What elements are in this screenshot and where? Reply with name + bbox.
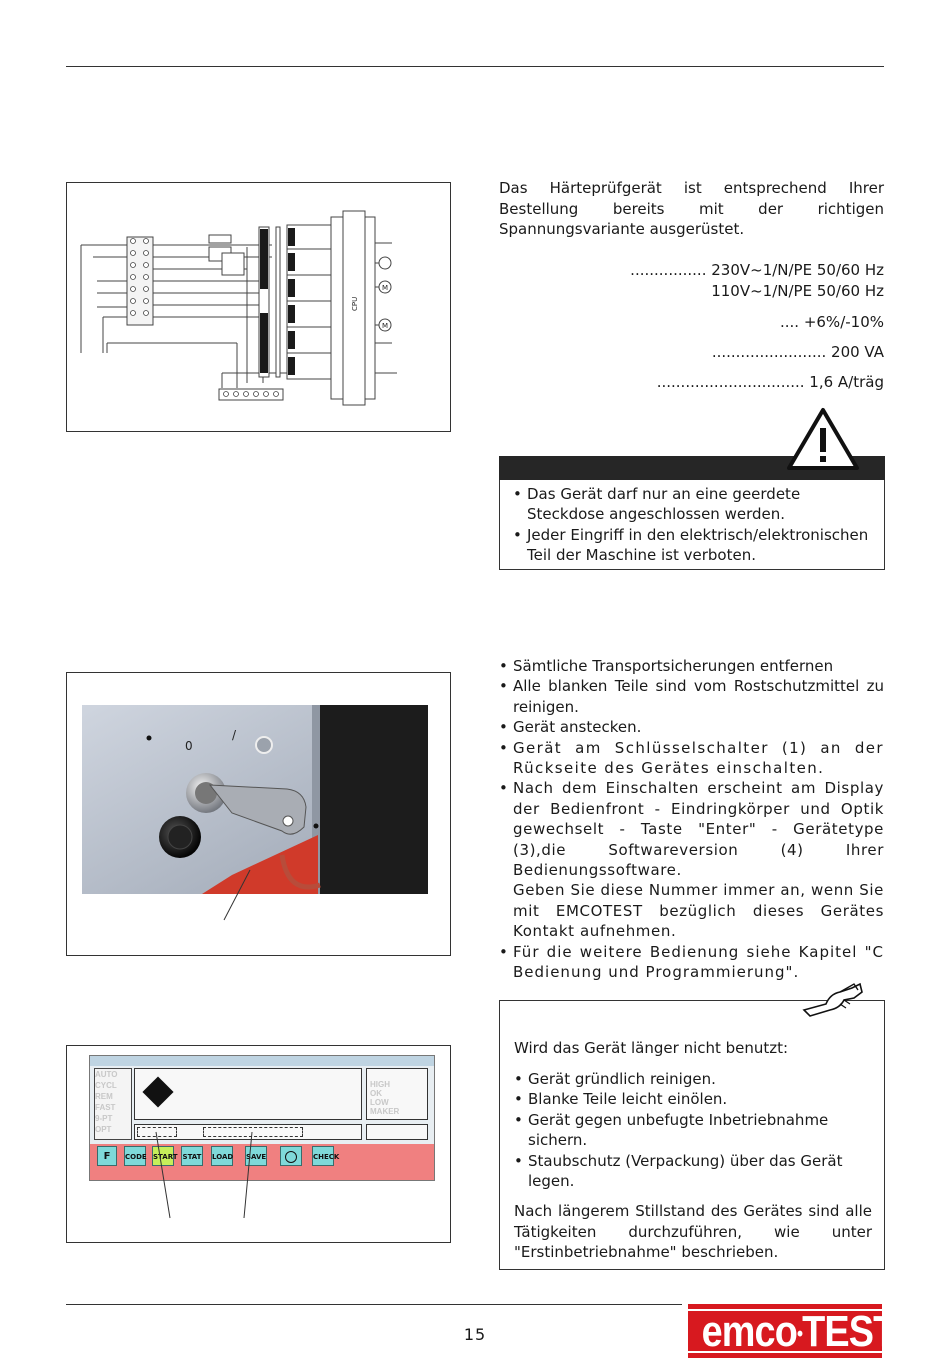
- storage-item: • Gerät gegen unbefugte Inbetriebnahme sichern.: [514, 1110, 872, 1151]
- pointing-hand-icon: [800, 980, 864, 1020]
- storage-item: • Staubschutz (Verpackung) über das Gerät legen.: [514, 1151, 872, 1192]
- load-key[interactable]: LOAD: [211, 1146, 233, 1166]
- stat-key[interactable]: STAT: [181, 1146, 203, 1166]
- setup-step: • Gerät am Schlüsselschalter (1) an der Rückseite des Gerätes einschalten.: [499, 738, 884, 779]
- setup-step: • Für die weitere Bedienung siehe Kapitel "C Bedienung und Programmierung".: [499, 942, 884, 983]
- warning-item: • Das Gerät darf nur an eine geerdete Steckdose angeschlossen werden.: [513, 484, 871, 525]
- logo-text: [701, 1305, 896, 1359]
- check-key[interactable]: CHECK: [312, 1146, 334, 1166]
- wiring-diagram: [67, 183, 450, 431]
- storage-intro: Wird das Gerät länger nicht benutzt:: [514, 1039, 789, 1057]
- switch-mark-off: 0: [185, 739, 193, 753]
- setup-step: • Sämtliche Transportsicherungen entfernen: [499, 656, 884, 676]
- leader-lines-display: [150, 1120, 270, 1220]
- result-label: HIGH: [370, 1080, 390, 1089]
- page-number: 15: [463, 1325, 487, 1344]
- main-display: [134, 1068, 362, 1120]
- setup-steps-list: [499, 656, 884, 983]
- status-label: AUTO: [95, 1070, 118, 1079]
- top-rule: [66, 66, 884, 67]
- spec-power: ........................ 200 VA: [711, 343, 884, 361]
- logo-part-test: TEST: [802, 1307, 896, 1356]
- spec-tolerance: .... +6%/-10%: [779, 313, 884, 331]
- spec-fuse: ............................... 1,6 A/träg: [656, 373, 884, 391]
- switch-mark-on: /: [232, 728, 237, 742]
- emcotest-logo: [688, 1304, 896, 1358]
- status-label: 9-PT: [95, 1114, 113, 1123]
- motor-label-1: M: [381, 284, 389, 292]
- left-status-column: [94, 1068, 132, 1140]
- enter-circle-icon: [285, 1151, 297, 1163]
- panel-top-strip: [90, 1056, 434, 1066]
- leader-line-key: [220, 870, 280, 930]
- setup-step: • Alle blanken Teile sind vom Rostschutzmittel zu reinigen.: [499, 676, 884, 717]
- status-label: REM: [95, 1092, 113, 1101]
- intro-paragraph: Das Härteprüfgerät ist entsprechend Ihrer Bestellung bereits mit der richtigen Spannungsvariante ausgerüstet.: [499, 179, 884, 238]
- setup-step: • Nach dem Einschalten erscheint am Display der Bedienfront - Eindringkörper und Optik gewechselt - Taste "Enter" - Gerätetype (3),die Softwareversion (4) Ihrer Bedienungssoftware. Geben Sie diese Nummer immer an, wenn Sie mit EMCOTEST bezüglich dieses Gerätes Kontakt aufnehmen.: [499, 778, 884, 941]
- code-key[interactable]: CODE: [124, 1146, 146, 1166]
- key-switch-photo: [82, 705, 428, 894]
- motor-label-2: M: [381, 322, 389, 330]
- result-display-bottom: [366, 1124, 428, 1140]
- warning-list: [513, 484, 871, 566]
- setup-note: Geben Sie diese Nummer immer an, wenn Sie mit EMCOTEST bezüglich dieses Gerätes Kontakt aufnehmen.: [513, 881, 884, 941]
- result-label: MAKER: [370, 1107, 400, 1116]
- enter-key[interactable]: [280, 1146, 302, 1166]
- bottom-rule: [66, 1304, 682, 1305]
- spec-voltage-230: ................ 230V~1/N/PE 50/60 Hz: [630, 261, 884, 279]
- setup-step: • Gerät anstecken.: [499, 717, 884, 737]
- indenter-diamond-icon: [142, 1076, 173, 1107]
- spec-voltage-110: 110V~1/N/PE 50/60 Hz: [711, 282, 884, 300]
- result-display: [366, 1068, 428, 1120]
- warning-triangle-icon: [785, 406, 861, 472]
- storage-list: [514, 1069, 872, 1191]
- status-label: CYCL: [95, 1081, 117, 1090]
- logo-dot-icon: •: [796, 1323, 803, 1346]
- cpu-label: CPU: [351, 296, 359, 311]
- logo-part-emco: emco: [701, 1307, 797, 1356]
- save-key[interactable]: SAVE: [245, 1146, 267, 1166]
- warning-item: • Jeder Eingriff in den elektrisch/elektronischen Teil der Maschine ist verboten.: [513, 525, 871, 566]
- status-label: FAST: [95, 1103, 116, 1112]
- status-label: OPT: [95, 1125, 112, 1134]
- result-label: OK: [370, 1089, 382, 1098]
- storage-item: • Blanke Teile leicht einölen.: [514, 1089, 872, 1109]
- result-label: LOW: [370, 1098, 389, 1107]
- wiring-diagram-frame: [66, 182, 451, 432]
- storage-outro: Nach längerem Stillstand des Gerätes sind alle Tätigkeiten durchzuführen, wie unter "Erstinbetriebnahme" beschrieben.: [514, 1202, 872, 1261]
- start-key[interactable]: START: [152, 1146, 174, 1166]
- storage-item: • Gerät gründlich reinigen.: [514, 1069, 872, 1089]
- f-key[interactable]: F: [97, 1146, 117, 1166]
